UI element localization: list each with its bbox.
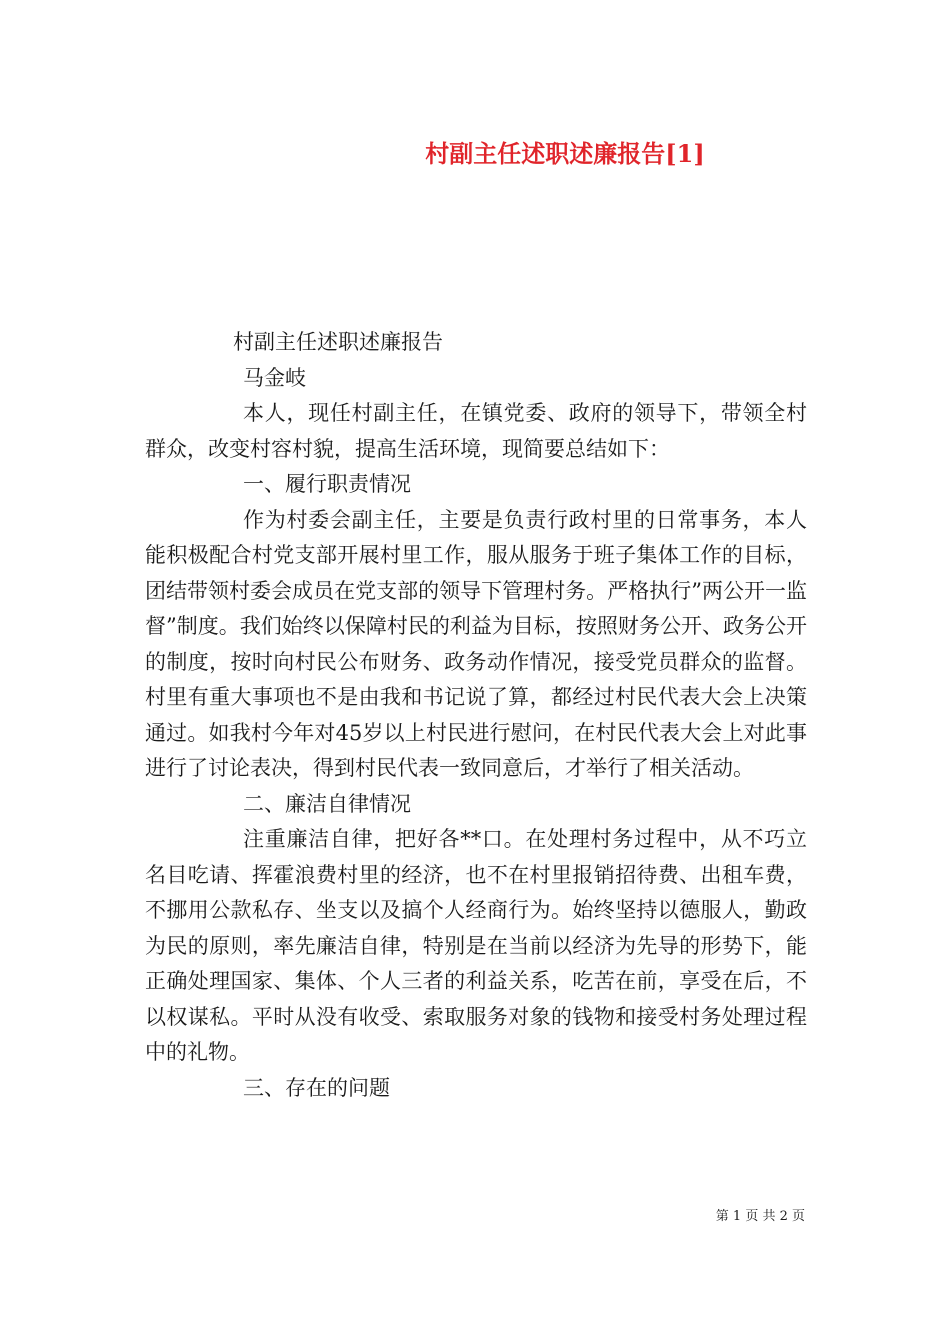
section-heading-3: 三、存在的问题 — [243, 1075, 390, 1100]
intro-paragraph: 本人，现任村副主任，在镇党委、政府的领导下，带领全村群众，改变村容村貌，提高生活环境，现简要总结如下： — [145, 401, 807, 461]
section-heading-1: 一、履行职责情况 — [243, 472, 411, 496]
document-body — [145, 325, 807, 1106]
section-heading-2: 二、廉洁自律情况 — [243, 791, 411, 816]
section-1-paragraph: 作为村委会副主任，主要是负责行政村里的日常事务，本人能积极配合村党支部开展村里工作，服从服务于班子集体工作的目标，团结带领村委会成员在党支部的领导下管理村务。严格执行”两公开一监督”制度。我们始终以保障村民的利益为目标，按照财务公开、政务公开的制度，按时向村民公布财务、政务动作情况，接受党员群众的监督。村里有重大事项也不是由我和书记说了算，都经过村民代表大会上决策通过。如我村今年对45岁以上村民进行慰问，在村民代表大会上对此事进行了讨论表决，得到村民代表一致同意后，才举行了相关活动。 — [145, 507, 807, 780]
page-number: 第 1 页 共 2 页 — [715, 1209, 805, 1224]
report-subtitle: 村副主任述职述廉报告 — [233, 330, 443, 354]
author-name: 马金岐 — [243, 365, 306, 390]
document-title: 村副主任述职述廉报告[1] — [425, 139, 705, 168]
section-2-paragraph: 注重廉洁自律，把好各**口。在处理村务过程中，从不巧立名目吃请、挥霍浪费村里的经济，也不在村里报销招待费、出租车费，不挪用公款私存、坐支以及搞个人经商行为。始终坚持以德服人，勤政为民的原则，率先廉洁自律，特别是在当前以经济为先导的形势下，能正确处理国家、集体、个人三者的利益关系，吃苦在前，享受在后，不以权谋私。平时从没有收受、索取服务对象的钱物和接受村务处理过程中的礼物。 — [145, 827, 807, 1064]
